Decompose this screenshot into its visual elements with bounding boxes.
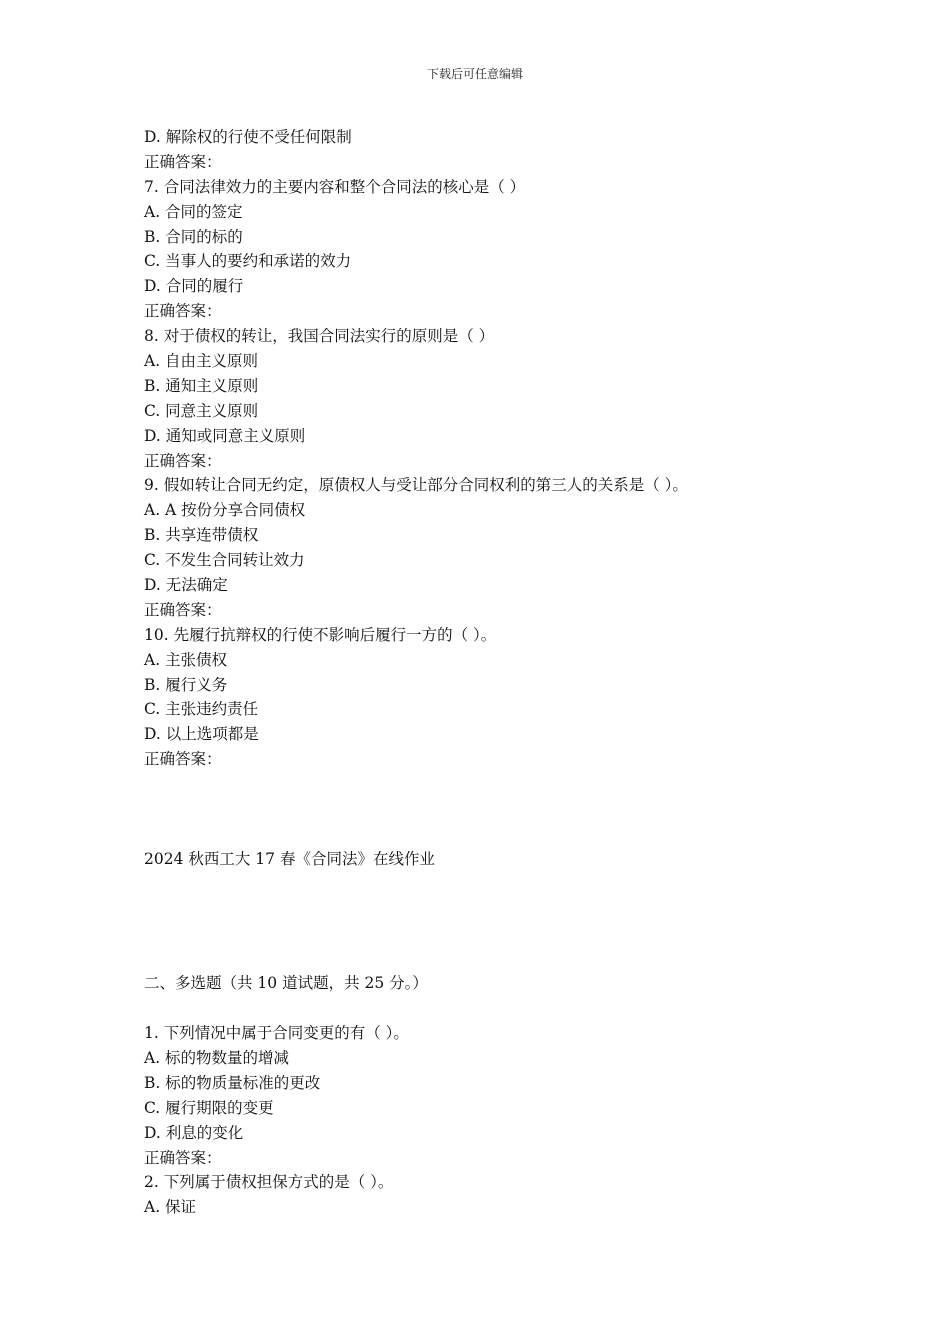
option-line: A. 标的物数量的增减 [144,1049,290,1067]
question-line: 1. 下列情况中属于合同变更的有（ ）。 [144,1024,409,1043]
answer-label: 正确答案： [144,152,222,171]
spacer [144,996,824,1021]
answer-label: 正确答案： [144,1148,222,1167]
answer-label: 正确答案： [144,302,222,321]
option-line: D. 利息的变化 [144,1123,244,1142]
answer-label: 正确答案： [144,451,222,470]
option-line: A. A 按份分享合同债权 [144,501,306,520]
spacer [144,772,824,847]
option-line: B. 合同的标的 [144,227,243,246]
option-line: A. 自由主义原则 [144,352,259,371]
section-heading: 二、多选题（共 10 道试题，共 25 分。） [144,974,428,993]
option-line: D. 合同的履行 [144,277,244,296]
question-line: 9. 假如转让合同无约定，原债权人与受让部分合同权利的第三人的关系是（ ）。 [144,476,688,495]
question-line: 2. 下列属于债权担保方式的是（ ）。 [144,1173,394,1192]
question-line: 7. 合同法律效力的主要内容和整个合同法的核心是（ ） [144,177,526,196]
option-line: B. 通知主义原则 [144,376,259,395]
option-line: C. 同意主义原则 [144,401,259,420]
page-header: 下载后可任意编辑 [426,67,523,81]
document-body [144,125,824,1220]
option-line: D. 解除权的行使不受任何限制 [144,128,352,146]
option-line: B. 标的物质量标准的更改 [144,1073,321,1092]
option-line: A. 保证 [144,1198,197,1217]
option-line: D. 通知或同意主义原则 [144,426,306,445]
question-line: 10. 先履行抗辩权的行使不影响后履行一方的（ ）。 [144,625,497,644]
option-line: C. 不发生合同转让效力 [144,551,305,570]
option-line: A. 主张债权 [144,650,228,669]
option-line: C. 主张违约责任 [144,700,259,719]
option-line: C. 履行期限的变更 [144,1098,274,1117]
option-line: A. 合同的签定 [144,202,243,221]
spacer [144,872,824,972]
option-line: D. 无法确定 [144,576,228,595]
question-line: 8. 对于债权的转让，我国合同法实行的原则是（ ） [144,327,495,346]
answer-label: 正确答案： [144,750,222,769]
option-line: C. 当事人的要约和承诺的效力 [144,252,352,271]
option-line: B. 履行义务 [144,675,228,694]
answer-label: 正确答案： [144,600,222,619]
option-line: B. 共享连带债权 [144,526,259,545]
document-title: 2024 秋西工大 17 春《合同法》在线作业 [144,849,435,868]
option-line: D. 以上选项都是 [144,725,259,744]
